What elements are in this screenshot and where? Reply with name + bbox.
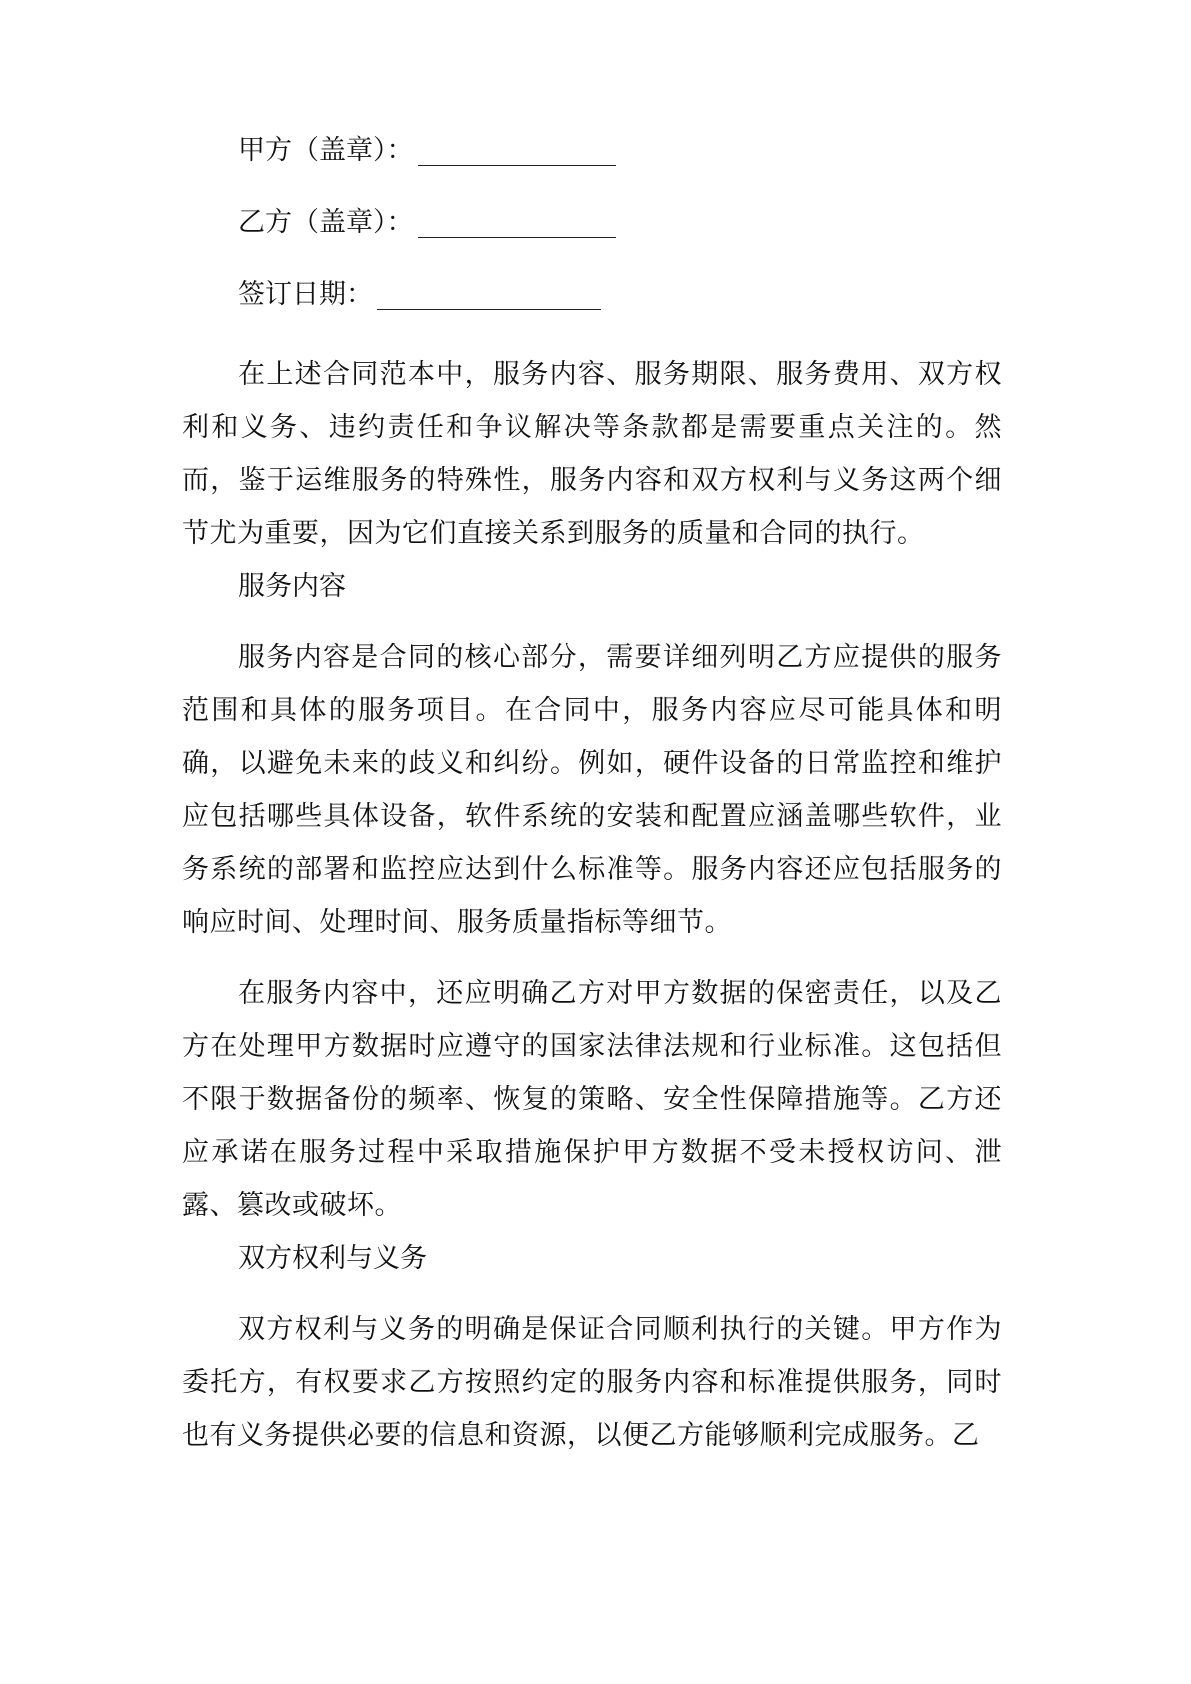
- service-content-heading: 服务内容: [238, 571, 346, 602]
- service-content-paragraph-2: 在服务内容中，还应明确乙方对甲方数据的保密责任，以及乙方在处理甲方数据时应遵守的国家法律法规和行业标准。这包括但不限于数据备份的频率、恢复的策略、安全性保障措施等。乙方还应承诺在服务过程中采取措施保护甲方数据不受未授权访问、泄露、篡改或破坏。: [182, 978, 1002, 1221]
- party-b-seal-label: 乙方（盖章）：: [238, 207, 414, 238]
- rights-obligations-paragraph: 双方权利与义务的明确是保证合同顺利执行的关键。甲方作为委托方，有权要求乙方按照约定的服务内容和标准提供服务，同时也有义务提供必要的信息和资源，以便乙方能够顺利完成服务。乙: [182, 1314, 1002, 1451]
- party-b-seal-blank: [418, 207, 616, 238]
- service-content-paragraph-1: 服务内容是合同的核心部分，需要详细列明乙方应提供的服务范围和具体的服务项目。在合同中，服务内容应尽可能具体和明确，以避免未来的歧义和纠纷。例如，硬件设备的日常监控和维护应包括哪些具体设备，软件系统的安装和配置应涵盖哪些软件，业务系统的部署和监控应达到什么标准等。服务内容还应包括服务的响应时间、处理时间、服务质量指标等细节。: [182, 642, 1002, 938]
- rights-obligations-heading: 双方权利与义务: [238, 1243, 427, 1274]
- party-b-seal-line: [182, 204, 1002, 242]
- document-body: [182, 132, 1002, 1462]
- sign-date-label: 签订日期：: [238, 279, 373, 310]
- party-a-seal-blank: [418, 135, 616, 166]
- party-a-seal-label: 甲方（盖章）：: [238, 135, 414, 166]
- sign-date-blank: [377, 279, 601, 310]
- intro-paragraph: 在上述合同范本中，服务内容、服务期限、服务费用、双方权利和义务、违约责任和争议解决等条款都是需要重点关注的。然而，鉴于运维服务的特殊性，服务内容和双方权利与义务这两个细节尤为重要，因为它们直接关系到服务的质量和合同的执行。: [182, 359, 1002, 549]
- sign-date-line: [182, 276, 1002, 314]
- party-a-seal-line: [182, 132, 1002, 170]
